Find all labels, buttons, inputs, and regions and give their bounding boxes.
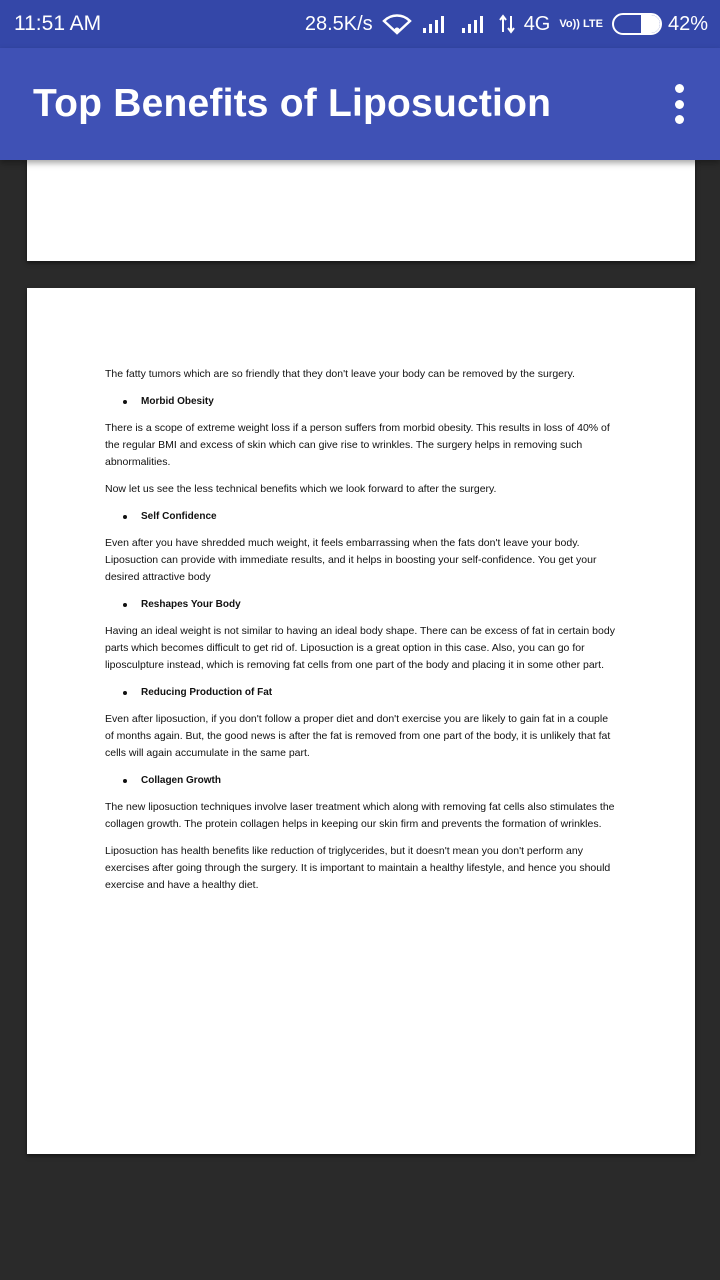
volte-indicator: Vo)) LTE [559,17,603,30]
status-icons [305,13,708,36]
paragraph: The new liposuction techniques involve laser treatment which along with removing fat cells also stimulates the collagen growth. The protein collagen helps in keeping our skin firm and prevents the formation of wrinkles. [105,801,615,830]
paragraph: Even after liposuction, if you don't follow a proper diet and don't exercise you are likely to gain fat in a couple of months again. But, the good news is after the fat is removed from one part of the body, it is unlikely that fat cells will again accumulate in the same part. [105,713,611,759]
bullet-label: Collagen Growth [141,775,221,786]
bullet-label: Self Confidence [141,511,217,522]
signal-icon-2 [460,14,490,34]
battery-icon [612,13,662,35]
paragraph: Even after you have shredded much weight, it feels embarrassing when the fats don't leave your body. Liposuction can provide with immediate results, and it helps in boosting your self-confidence. You get your desired attractive body [105,537,597,583]
battery [612,13,708,36]
bullet-icon [123,603,127,607]
bullet-item [123,508,617,525]
paragraph: Liposuction has health benefits like reduction of triglycerides, but it doesn't mean you don't perform any exercises after going through the surgery. It is important to maintain a healthy lifestyle, and hence you should exercise and have a healthy diet. [105,845,611,891]
bullet-icon [123,400,127,404]
page-title: Top Benefits of Liposuction [33,82,552,125]
status-bar [0,0,720,48]
document-page[interactable] [27,288,695,1154]
bullet-icon [123,779,127,783]
paragraph: There is a scope of extreme weight loss if a person suffers from morbid obesity. This results in loss of 40% of the regular BMI and excess of skin which can give rise to wrinkles. The surgery helps in removing such abnormalities. [105,422,610,468]
bullet-item [123,772,617,789]
paragraph: Having an ideal weight is not similar to having an ideal body shape. There can be excess of fat in certain body parts which becomes difficult to get rid of. Liposuction is a great option in this case. Also, you can go for liposculpture instead, which is removing fat cells from one part of the body and placing it in some other part. [105,625,615,671]
more-vert-icon[interactable] [672,84,686,124]
paragraph: The fatty tumors which are so friendly that they don't leave your body can be removed by the surgery. [105,368,575,380]
app-bar [0,48,720,160]
bullet-icon [123,691,127,695]
battery-percent: 42% [667,12,708,35]
bullet-label: Reducing Production of Fat [141,687,273,698]
network-speed: 28.5K/s [304,12,373,35]
paragraph: Now let us see the less technical benefits which we look forward to after the surgery. [105,483,497,495]
wifi-icon [382,13,412,35]
signal-icon [421,14,451,34]
bullet-item [123,684,617,701]
bullet-item [123,393,617,410]
document-page-previous[interactable] [27,160,695,261]
bullet-label: Reshapes Your Body [141,599,241,610]
bullet-label: Morbid Obesity [141,396,214,407]
bullet-icon [123,515,127,519]
network-type: 4G [523,12,551,35]
status-time: 11:51 AM [14,12,102,35]
data-transfer-icon [499,14,515,34]
document-content [105,366,617,894]
bullet-item [123,596,617,613]
